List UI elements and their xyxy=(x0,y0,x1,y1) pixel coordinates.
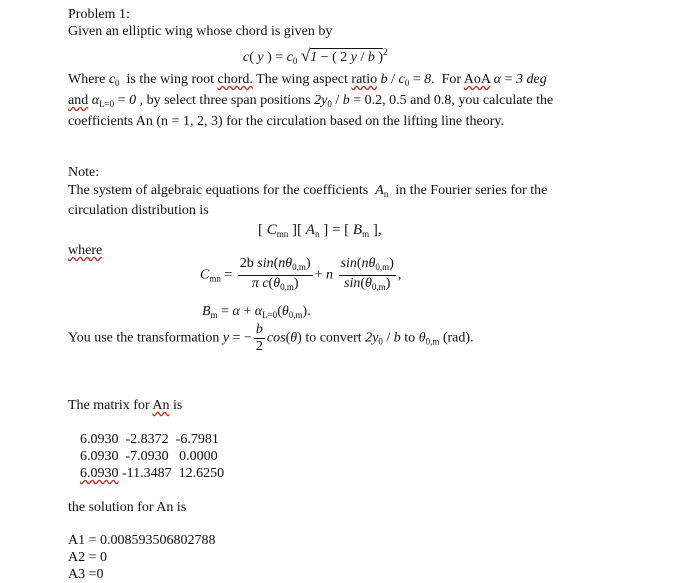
problem-intro: Given an elliptic wing whose chord is given by xyxy=(68,24,333,39)
solution-a2: A2 = 0 xyxy=(68,550,108,565)
matrix-row-3 xyxy=(80,465,224,482)
transformation-line: You use the transformation y = − $\frac{b}{2}$ cos(θ) to convert $2y_0$ / b to $\theta_{0,m}$ (rad). xyxy=(68,322,474,354)
matrix-cell: 12.6250 xyxy=(178,466,225,481)
solution-a3: A3 =0 xyxy=(68,567,104,582)
matrix-caption: The matrix for An is xyxy=(68,398,183,413)
chord-equation: c( y ) = $c_0$ √1 − ( 2 y / b )$^2$ xyxy=(243,46,388,66)
task-line: coefficients An (n = 1, 2, 3) for the circulation based on the lifting line theory. xyxy=(68,114,504,129)
matrix-row-1 xyxy=(80,431,219,448)
where-label: where xyxy=(68,243,103,258)
matrix-row-2 xyxy=(80,448,218,465)
note-heading: Note: xyxy=(68,165,100,180)
cmn-equation: $C_{mn}$ = $\frac{2b \sin(n\theta_{0,m})}{\pi c(\theta_{0,m})}$ + n $\frac{\sin(n\theta_{0,m})}{\sin(\theta_{0,m})}$ , xyxy=(200,256,402,292)
bm-equation: $B_m = \alpha + \alpha_{L=0}(\theta_{0,m})$. xyxy=(202,304,311,320)
note-line-2: circulation distribution is xyxy=(68,203,209,218)
matrix-cell: 6.0930 xyxy=(80,432,119,447)
system-equation: [ $C_{mn}$ ][ $A_n$ ] = [ $B_m$ ], xyxy=(258,222,382,239)
note-line-1: The system of algebraic equations for the coefficients $A_n$ in the Fourier series for the xyxy=(68,183,548,199)
aspect-ratio-line: Where $c_0$ is the wing root chord. The wing aspect ratio $b / c_0 = 8$. For AoA α = 3 deg xyxy=(68,72,547,88)
solution-a1: A1 = 0.008593506802788 xyxy=(68,533,216,548)
matrix-cell: -7.0930 xyxy=(125,449,169,464)
problem-heading: Problem 1: xyxy=(68,7,130,22)
span-positions-line: and $\alpha_{L=0} = 0$ , by select three span positions $2y_0 / b = 0.2$, 0.5 and 0.8, you calculate the xyxy=(68,93,554,109)
matrix-cell: 0.0000 xyxy=(179,449,218,464)
matrix-cell: -2.8372 xyxy=(125,432,169,447)
matrix-cell: 6.0930 xyxy=(80,466,119,481)
matrix-cell: 6.0930 xyxy=(80,449,119,464)
matrix-cell: -11.3487 xyxy=(122,466,172,481)
solution-caption: the solution for An is xyxy=(68,500,187,515)
matrix-cell: -6.7981 xyxy=(175,432,219,447)
